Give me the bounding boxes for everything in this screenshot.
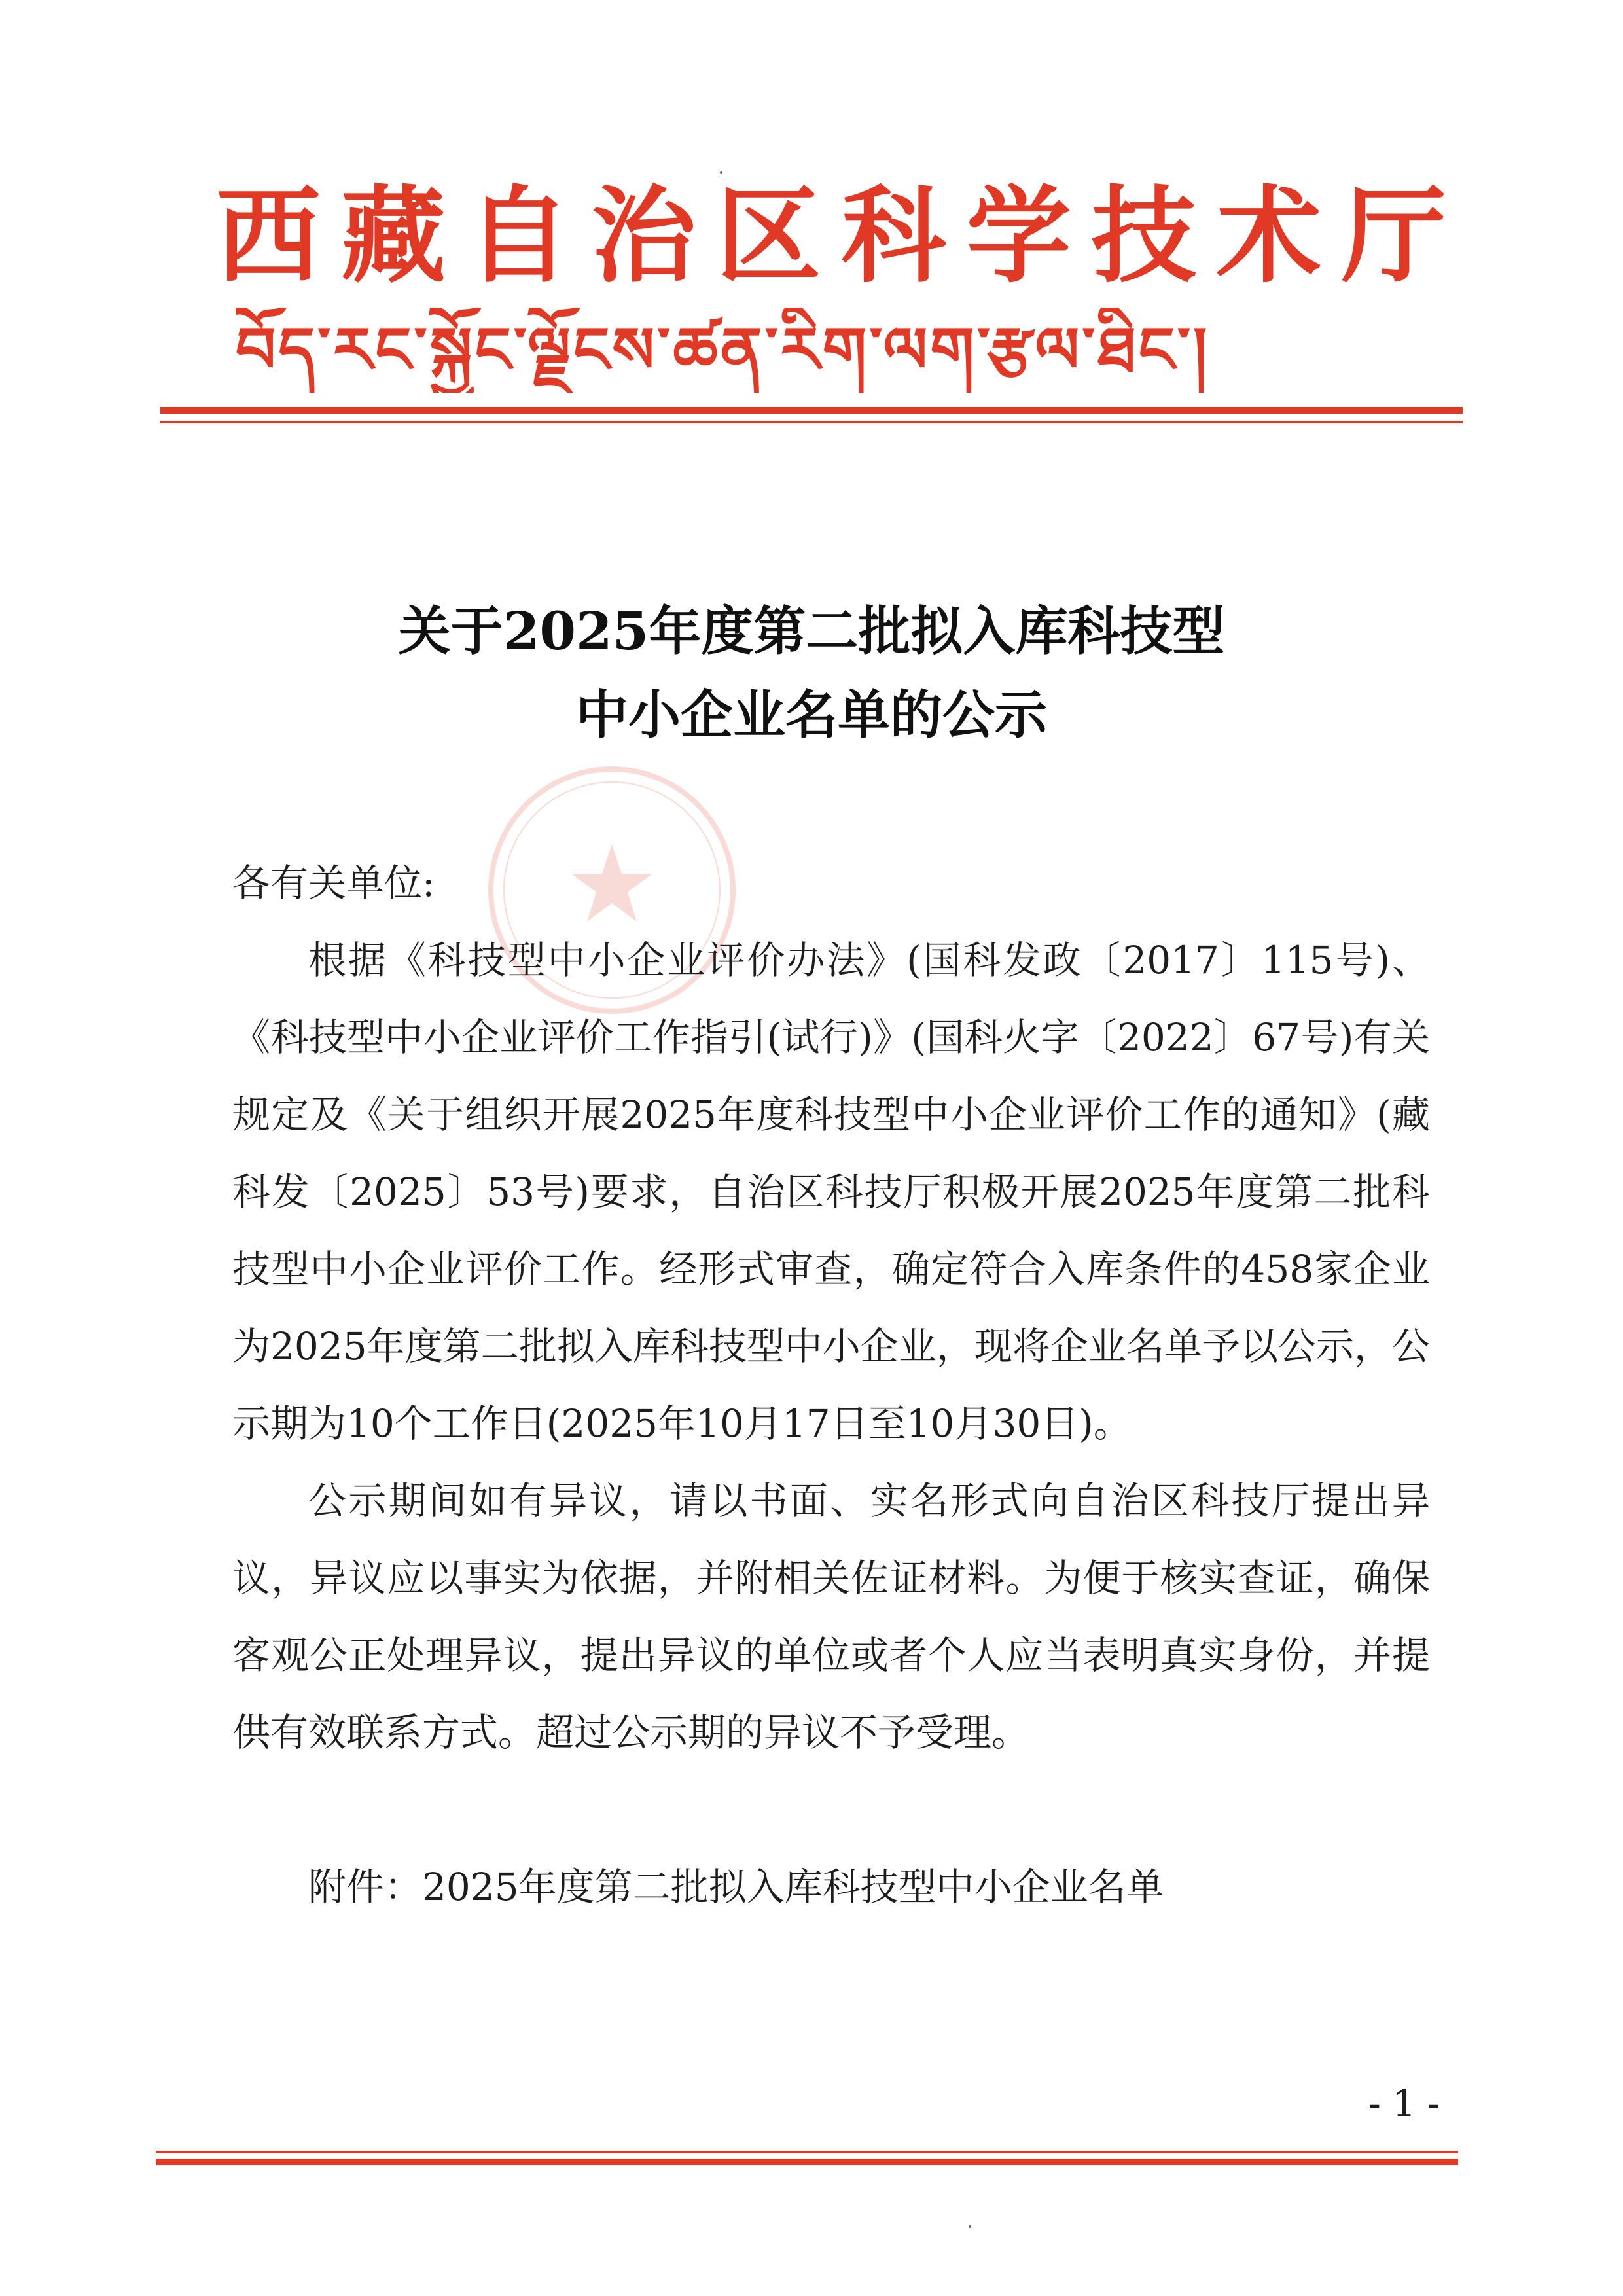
footer-rule-thin	[156, 2151, 1458, 2153]
page-number: - 1 -	[1368, 2083, 1440, 2125]
letterhead-char: 区	[716, 174, 821, 297]
letterhead-char: 西	[216, 174, 321, 297]
document-title	[157, 589, 1466, 757]
footer-rule-thick	[156, 2159, 1458, 2165]
letterhead-rule-thick	[160, 407, 1463, 414]
letterhead-char: 厅	[1341, 174, 1446, 297]
attachment-note: 附件：2025年度第二批拟入库科技型中小企业名单	[308, 1865, 1164, 1909]
letterhead-rule-thin	[160, 421, 1463, 423]
letterhead-org-name-chinese	[216, 174, 1446, 297]
letterhead-char: 术	[1216, 174, 1321, 297]
document-title-line-1: 关于2025年度第二批拟入库科技型	[398, 600, 1225, 662]
letterhead-char: 治	[591, 174, 696, 297]
letterhead-char: 学	[966, 174, 1071, 297]
body-paragraph-2: 公示期间如有异议，请以书面、实名形式向自治区科技厅提出异议，异议应以事实为依据，并附相关佐证材料。为便于核实查证，确保客观公正处理异议，提出异议的单位或者个人应当表明真实身份，并提供有效联系方式。超过公示期的异议不予受理。	[232, 1479, 1430, 1755]
letterhead-org-name-tibetan: བོད་རང་སྐྱོང་ལྗོངས་ཚན་རིག་ལག་རྩལ་ཐིང་།	[236, 314, 1210, 387]
letterhead-char: 技	[1091, 174, 1196, 297]
letterhead-char: 科	[841, 174, 946, 297]
scan-speck	[969, 2225, 971, 2228]
letterhead-char: 自	[466, 174, 571, 297]
salutation: 各有关单位:	[232, 861, 435, 905]
scan-speck	[720, 171, 722, 174]
document-title-line-2: 中小企业名单的公示	[576, 684, 1047, 745]
document-body	[232, 844, 1430, 1926]
letterhead-char: 藏	[341, 174, 446, 297]
body-paragraph-1: 根据《科技型中小企业评价办法》(国科发政〔2017〕115号)、《科技型中小企业评价工作指引(试行)》(国科火字〔2022〕67号)有关规定及《关于组织开展2025年度科技型中小企业评价工作的通知》(藏科发〔2025〕53号)要求，自治区科技厅积极开展2025年度第二批科技型中小企业评价工作。经形式审查，确定符合入库条件的458家企业为2025年度第二批拟入库科技型中小企业，现将企业名单予以公示，公示期为10个工作日(2025年10月17日至10月30日)。	[232, 938, 1430, 1446]
